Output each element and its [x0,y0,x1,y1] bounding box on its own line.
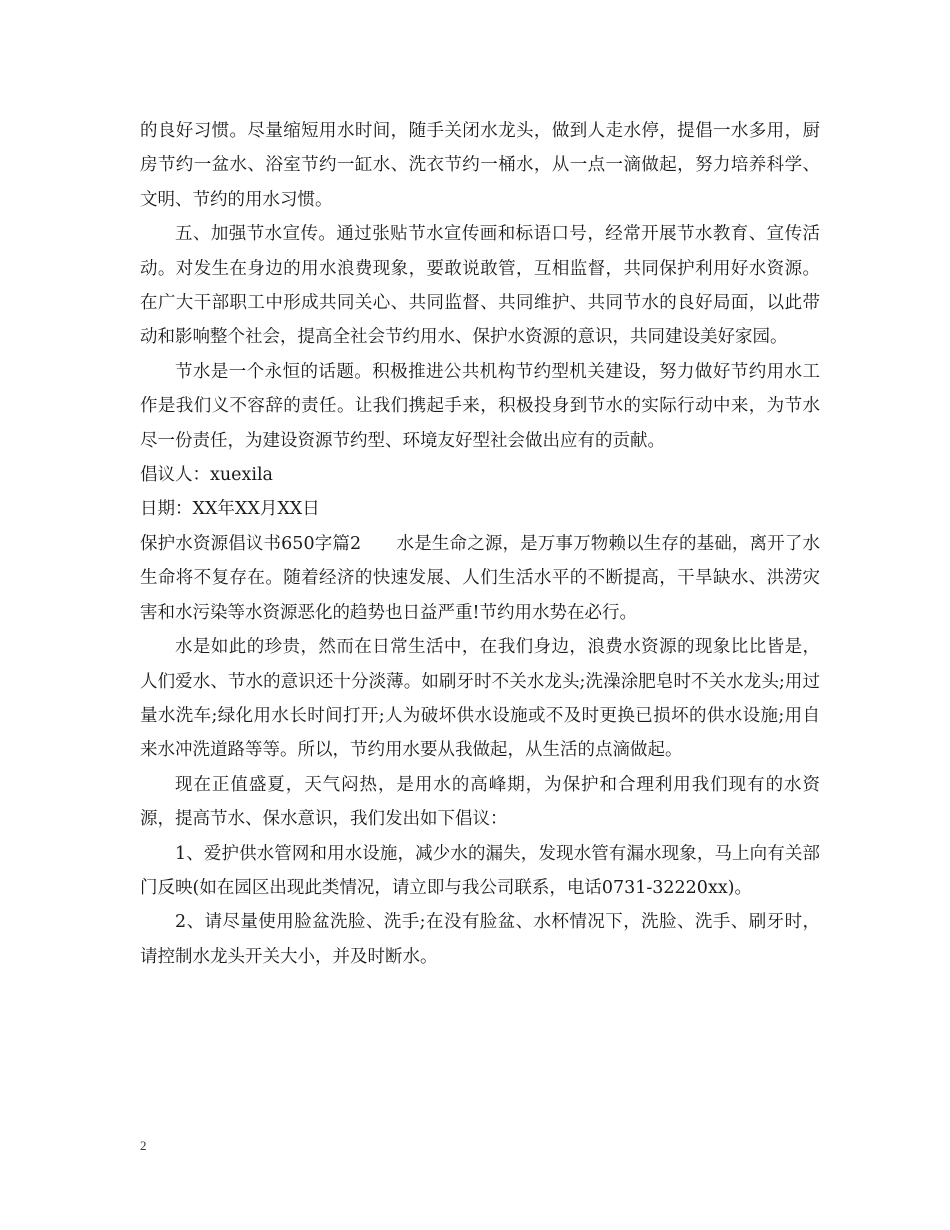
list-item-1: 1、爱护供水管网和用水设施，减少水的漏失，发现水管有漏水现象，马上向有关部门反映(如在园区出现此类情况，请立即与我公司联系，电话0731-32220xx)。 [140,843,820,898]
paragraph-water-precious: 水是如此的珍贵，然而在日常生活中，在我们身边，浪费水资源的现象比比皆是，人们爱水、节水的意识还十分淡薄。如刷牙时不关水龙头;洗澡涂肥皂时不关水龙头;用过量水洗车;绿化用水长时间打开;人为破坏供水设施或不及时更换已损坏的供水设施;用自来水冲洗道路等等。所以，节约用水要从我做起，从生活的点滴做起。 [140,637,820,761]
document-body [140,114,820,974]
paragraph-summer-proposal: 现在正值盛夏，天气闷热，是用水的高峰期，为保护和合理利用我们现有的水资源，提高节水、保水意识，我们发出如下倡议： [140,774,820,830]
paragraph-eternal-topic: 节水是一个永恒的话题。积极推进公共机构节约型机关建设，努力做好节约用水工作是我们义不容辞的责任。让我们携起手来，积极投身到节水的实际行动中来，为节水尽一份责任，为建设资源节约型、环境友好型社会做出应有的贡献。 [140,361,820,451]
paragraph-water-habits-continued: 的良好习惯。尽量缩短用水时间，随手关闭水龙头，做到人走水停，提倡一水多用，厨房节约一盆水、浴室节约一缸水、洗衣节约一桶水，从一点一滴做起，努力培养科学、文明、节约的用水习惯。 [140,121,820,210]
list-item-2: 2、请尽量使用脸盆洗脸、洗手;在没有脸盆、水杯情况下，洗脸、洗手、刷牙时，请控制水龙头开关大小，并及时断水。 [140,912,820,967]
paragraph-promotion: 五、加强节水宣传。通过张贴节水宣传画和标语口号，经常开展节水教育、宣传活动。对发生在身边的用水浪费现象，要敢说敢管，互相监督，共同保护利用好水资源。在广大干部职工中形成共同关心、共同监督、共同维护、共同节水的良好局面，以此带动和影响整个社会，提高全社会节约用水、保护水资源的意识，共同建设美好家园。 [140,224,820,348]
initiator-line: 倡议人：xuexila [140,465,273,486]
paragraph-article-2-intro: 保护水资源倡议书650字篇2 水是生命之源，是万事万物赖以生存的基础，离开了水生命将不复存在。随着经济的快速发展、人们生活水平的不断提高，干旱缺水、洪涝灾害和水污染等水资源恶化的趋势也日益严重!节约用水势在必行。 [140,533,820,623]
date-line: 日期：XX年XX月XX日 [140,499,320,520]
page-number: 2 [140,1138,147,1153]
